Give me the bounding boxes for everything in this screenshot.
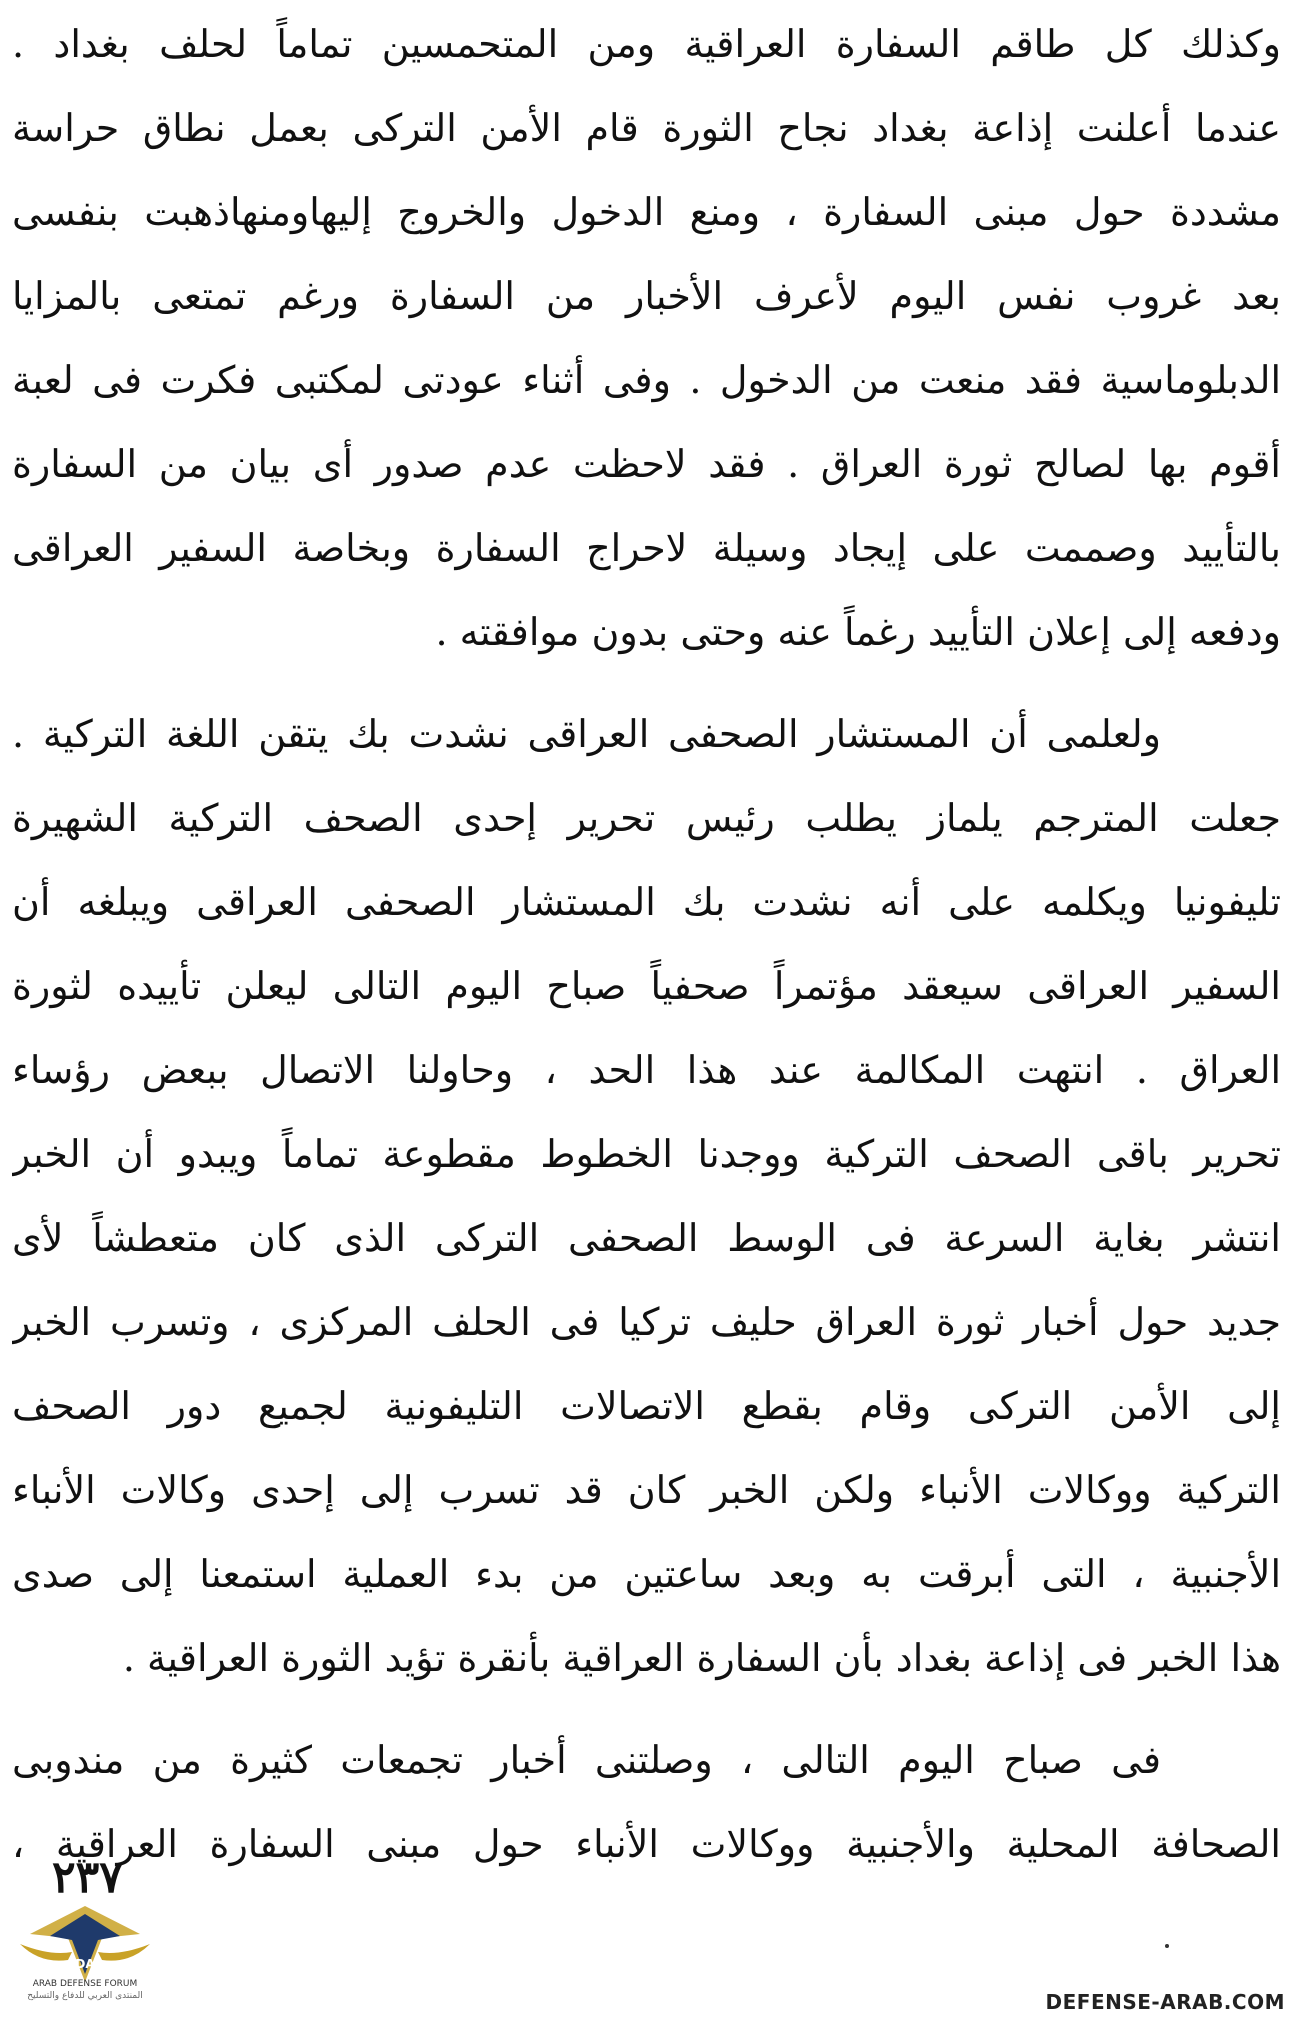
text-line: هذا الخبر فى إذاعة بغداد بأن السفارة العراقية بأنقرة تؤيد الثورة العراقية . <box>122 1636 1281 1680</box>
paragraph-1 <box>12 2 1281 674</box>
text-line: جعلت المترجم يلماز يطلب رئيس تحرير إحدى الصحف التركية الشهيرة <box>12 796 1281 840</box>
text-line: وكذلك كل طاقم السفارة العراقية ومن المتحمسين تماماً لحلف بغداد . <box>12 22 1281 66</box>
text-line: ودفعه إلى إعلان التأييد رغماً عنه وحتى بدون موافقته . <box>435 610 1281 654</box>
paragraph-3 <box>12 1718 1281 1886</box>
text-line: إلى الأمن التركى وقام بقطع الاتصالات التليفونية لجميع دور الصحف <box>12 1384 1281 1428</box>
text-line: العراق . انتهت المكالمة عند هذا الحد ، وحاولنا الاتصال ببعض رؤساء <box>12 1048 1281 1092</box>
text-line: تحرير باقى الصحف التركية ووجدنا الخطوط مقطوعة تماماً ويبدو أن الخبر <box>12 1132 1281 1176</box>
text-line: الأجنبية ، التى أبرقت به وبعد ساعتين من بدء العملية استمعنا إلى صدى <box>12 1552 1281 1596</box>
page-number: ٢٣٧ <box>52 1852 123 1903</box>
text-line: عندما أعلنت إذاعة بغداد نجاح الثورة قام الأمن التركى بعمل نطاق حراسة <box>12 106 1281 150</box>
text-line: تليفونيا ويكلمه على أنه نشدت بك المستشار الصحفى العراقى ويبلغه أن <box>12 880 1281 924</box>
text-line: الصحافة المحلية والأجنبية ووكالات الأنباء حول مبنى السفارة العراقية ، <box>12 1822 1281 1866</box>
text-line: جديد حول أخبار ثورة العراق حليف تركيا فى الحلف المركزى ، وتسرب الخبر <box>12 1300 1281 1344</box>
text-line: ولعلمى أن المستشار الصحفى العراقى نشدت بك يتقن اللغة التركية . <box>12 712 1161 756</box>
text-line: فى صباح اليوم التالى ، وصلتنى أخبار تجمعات كثيرة من مندوبى <box>12 1738 1161 1782</box>
logo-name-en: ARAB DEFENSE FORUM <box>32 1979 138 1989</box>
site-watermark: DEFENSE-ARAB.COM <box>1045 1990 1285 2014</box>
text-line: انتشر بغاية السرعة فى الوسط الصحفى التركى الذى كان متعطشاً لأى <box>12 1216 1281 1260</box>
text-line: التركية ووكالات الأنباء ولكن الخبر كان قد تسرب إلى إحدى وكالات الأنباء <box>12 1468 1281 1512</box>
logo-name-ar: المنتدى العربي للدفاع والتسليح <box>27 1991 143 2001</box>
text-line: مشددة حول مبنى السفارة ، ومنع الدخول والخروج إليهاومنهاذهبت بنفسى <box>12 190 1281 234</box>
text-line: أقوم بها لصالح ثورة العراق . فقد لاحظت عدم صدور أى بيان من السفارة <box>12 442 1281 486</box>
text-line: السفير العراقى سيعقد مؤتمراً صحفياً صباح اليوم التالى ليعلن تأييده لثورة <box>12 964 1281 1008</box>
text-line: بالتأييد وصممت على إيجاد وسيلة لاحراج السفارة وبخاصة السفير العراقى <box>12 526 1281 570</box>
text-line: بعد غروب نفس اليوم لأعرف الأخبار من السفارة ورغم تمتعى بالمزايا <box>12 274 1281 318</box>
text-line: الدبلوماسية فقد منعت من الدخول . وفى أثناء عودتى لمكتبى فكرت فى لعبة <box>12 358 1281 402</box>
logo-caption <box>10 1978 160 2002</box>
paragraph-2 <box>12 692 1281 1700</box>
print-speck <box>1165 1944 1169 1948</box>
logo-mark-text: DA <box>75 1957 95 1971</box>
